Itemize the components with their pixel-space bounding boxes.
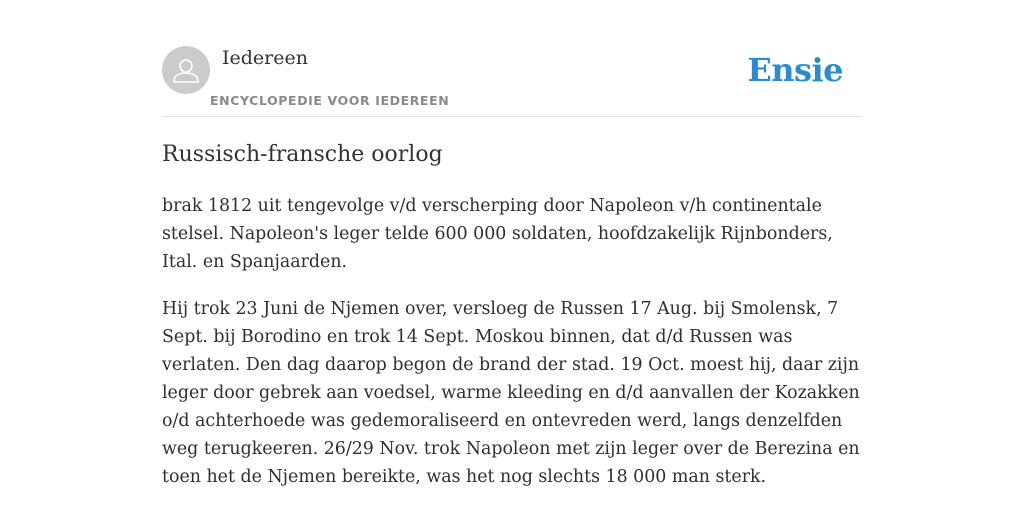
site-logo[interactable]: Ensie	[747, 51, 843, 89]
paragraph: brak 1812 uit tengevolge v/d verscherping door Napoleon v/h continentale stelsel. Napoleon's leger telde 600 000 soldaten, hoofdzakelijk Rijnbonders, Ital. en Spanjaarden.	[162, 196, 833, 272]
paragraph: Hij trok 23 Juni de Njemen over, versloeg de Russen 17 Aug. bij Smolensk, 7 Sept. bij Borodino en trok 14 Sept. Moskou binnen, dat d/d Russen was verlaten. Den dag daarop begon de brand der stad. 19 Oct. moest hij, daar zijn leger door gebrek aan voedsel, warme kleeding en d/d aanvallen der Kozakken o/d achterhoede was gedemoraliseerd en ontevreden werd, langs denzelfden weg terugkeeren. 26/29 Nov. trok Napoleon met zijn leger over de Berezina en toen het de Njemen bereikte, was het nog slechts 18 000 man sterk.	[162, 299, 860, 487]
tagline: ENCYCLOPEDIE VOOR IEDEREEN	[210, 93, 450, 108]
header	[162, 46, 862, 117]
author-name[interactable]: Iedereen	[222, 47, 308, 69]
page-title: Russisch-fransche oorlog	[162, 142, 443, 167]
avatar[interactable]	[162, 46, 210, 94]
article-body	[162, 192, 866, 510]
user-icon	[162, 46, 210, 94]
